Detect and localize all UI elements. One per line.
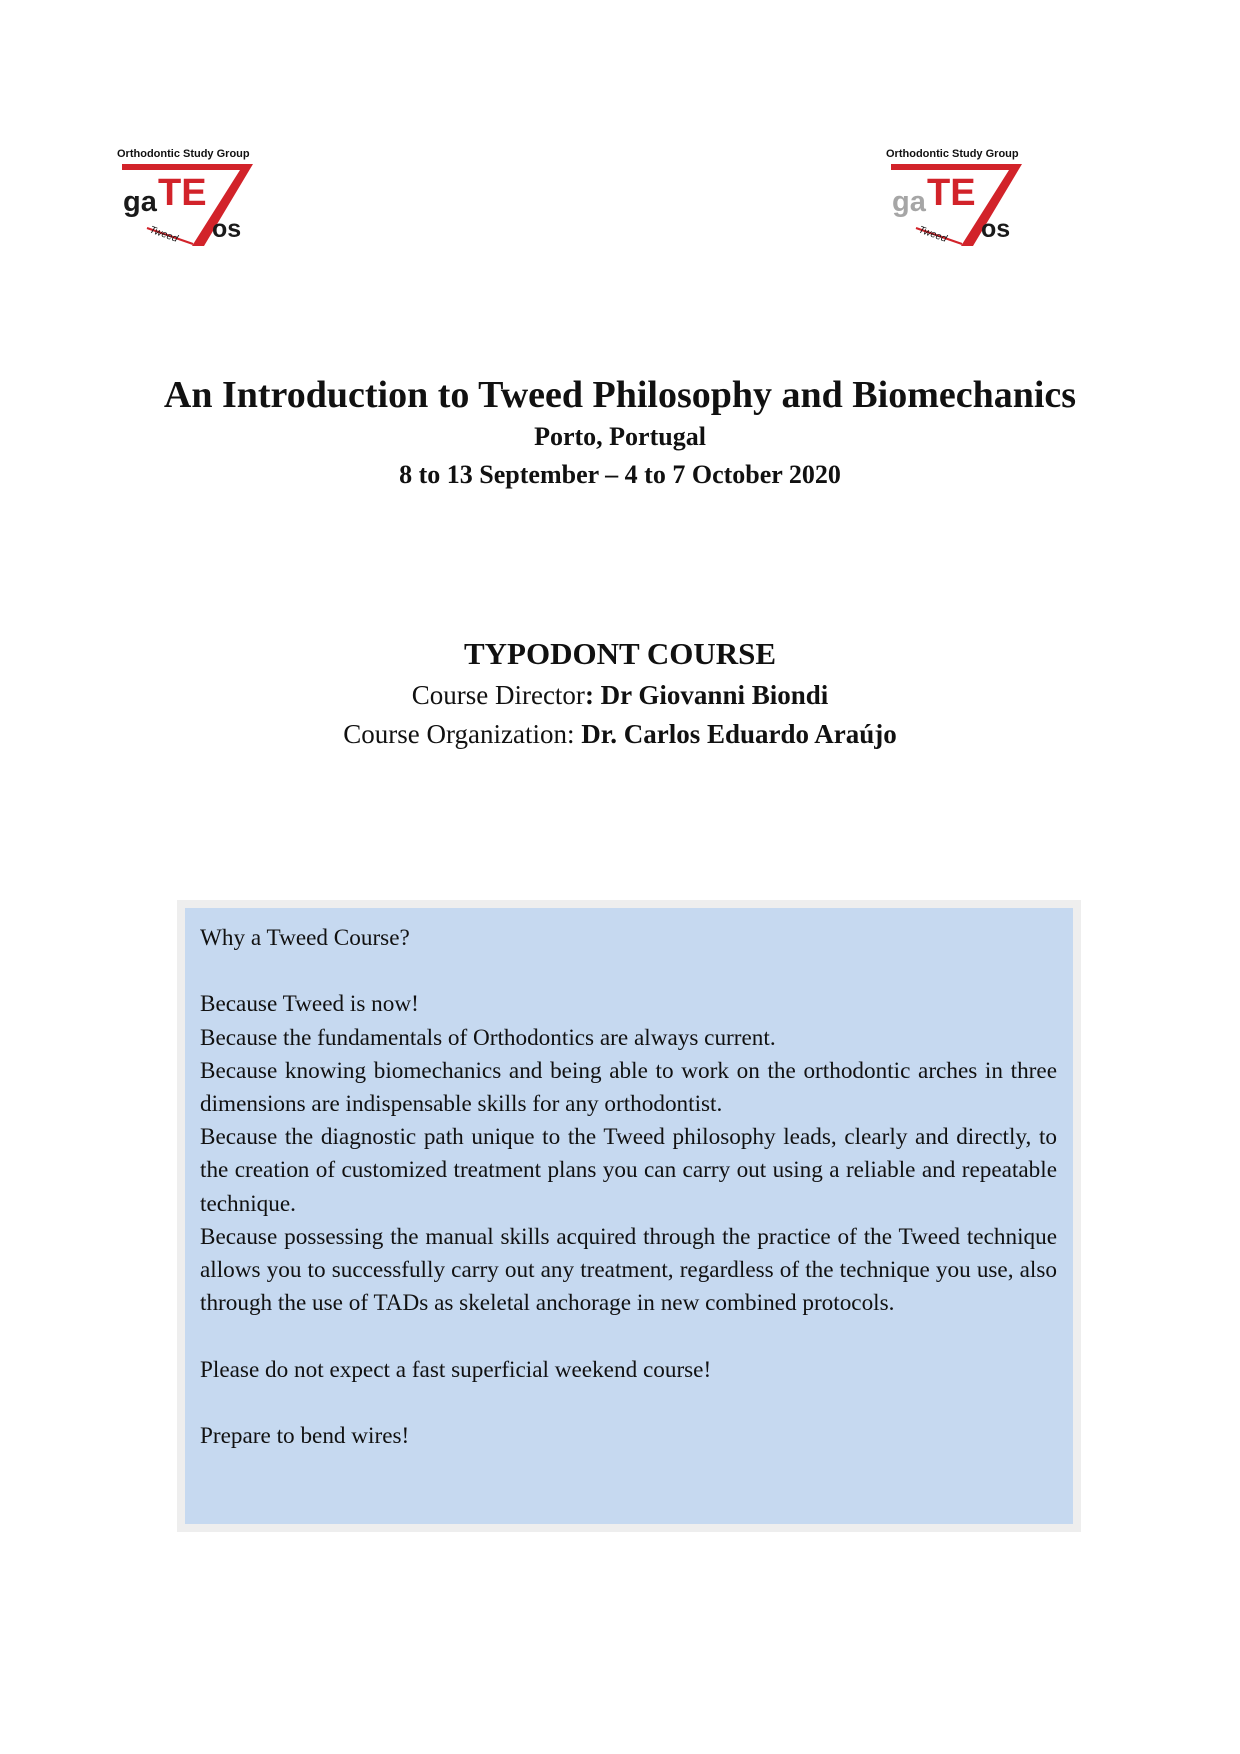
gateos-logo-left [117, 146, 267, 264]
reason-item: Because Tweed is now! [200, 991, 419, 1018]
course-director-name: : Dr Giovanni Biondi [584, 680, 829, 710]
why-note: Please do not expect a fast superficial weekend course! [200, 1356, 712, 1383]
reason-item: Because the diagnostic path unique to the Tweed philosophy leads, clearly and directly, to the creation of customized treatment plans you can carry out using a reliable and repeatable technique. [200, 1124, 1057, 1217]
logo-group-label: Orthodontic Study Group [117, 148, 250, 160]
logo-tweed-text: Tweed [916, 224, 949, 245]
logo-os-text: os [212, 215, 242, 243]
reason-item: Because possessing the manual skills acquired through the practice of the Tweed technique allows you to successfully carry out any treatment, regardless of the technique you use, also through the use of TADs as skeletal anchorage in new combined protocols. [200, 1223, 1057, 1317]
why-closing: Prepare to bend wires! [200, 1423, 410, 1449]
document-dates: 8 to 13 September – 4 to 7 October 2020 [399, 460, 841, 489]
gateos-logo-right-graphic [886, 146, 1036, 264]
document-header [0, 372, 1240, 494]
reason-item: Because the fundamentals of Orthodontics are always current. [200, 1024, 776, 1051]
course-title: TYPODONT COURSE [463, 636, 777, 671]
spacer [200, 1320, 1057, 1353]
course-info [0, 632, 1240, 754]
course-organization-label: Course Organization: [343, 719, 582, 749]
logo-ga-text: ga [123, 186, 157, 218]
why-heading: Why a Tweed Course? [200, 925, 410, 951]
why-box [185, 908, 1073, 1524]
gateos-logo-left-graphic [117, 146, 267, 264]
course-organization-line [0, 715, 1240, 754]
document-title: An Introduction to Tweed Philosophy and Biomechanics [163, 374, 1077, 416]
spacer [200, 1387, 1057, 1420]
logo-os-text: os [981, 215, 1011, 243]
spacer [200, 955, 1057, 988]
logo-ga-text: ga [892, 186, 926, 218]
logo-te-text: TE [927, 172, 976, 214]
course-director-label: Course Director [411, 680, 585, 710]
logo-te-text: TE [158, 172, 207, 214]
course-organization-name: Dr. Carlos Eduardo Araújo [581, 719, 897, 749]
gateos-logo-right [886, 146, 1036, 264]
reason-item: Because knowing biomechanics and being able to work on the orthodontic arches in three dimensions are indispensable skills for any orthodontist. [200, 1057, 1057, 1117]
logo-group-label: Orthodontic Study Group [886, 148, 1019, 160]
document-location: Porto, Portugal [534, 422, 706, 451]
logo-tweed-text: Tweed [147, 224, 180, 245]
course-director-line [0, 676, 1240, 715]
why-box-frame [177, 900, 1081, 1532]
